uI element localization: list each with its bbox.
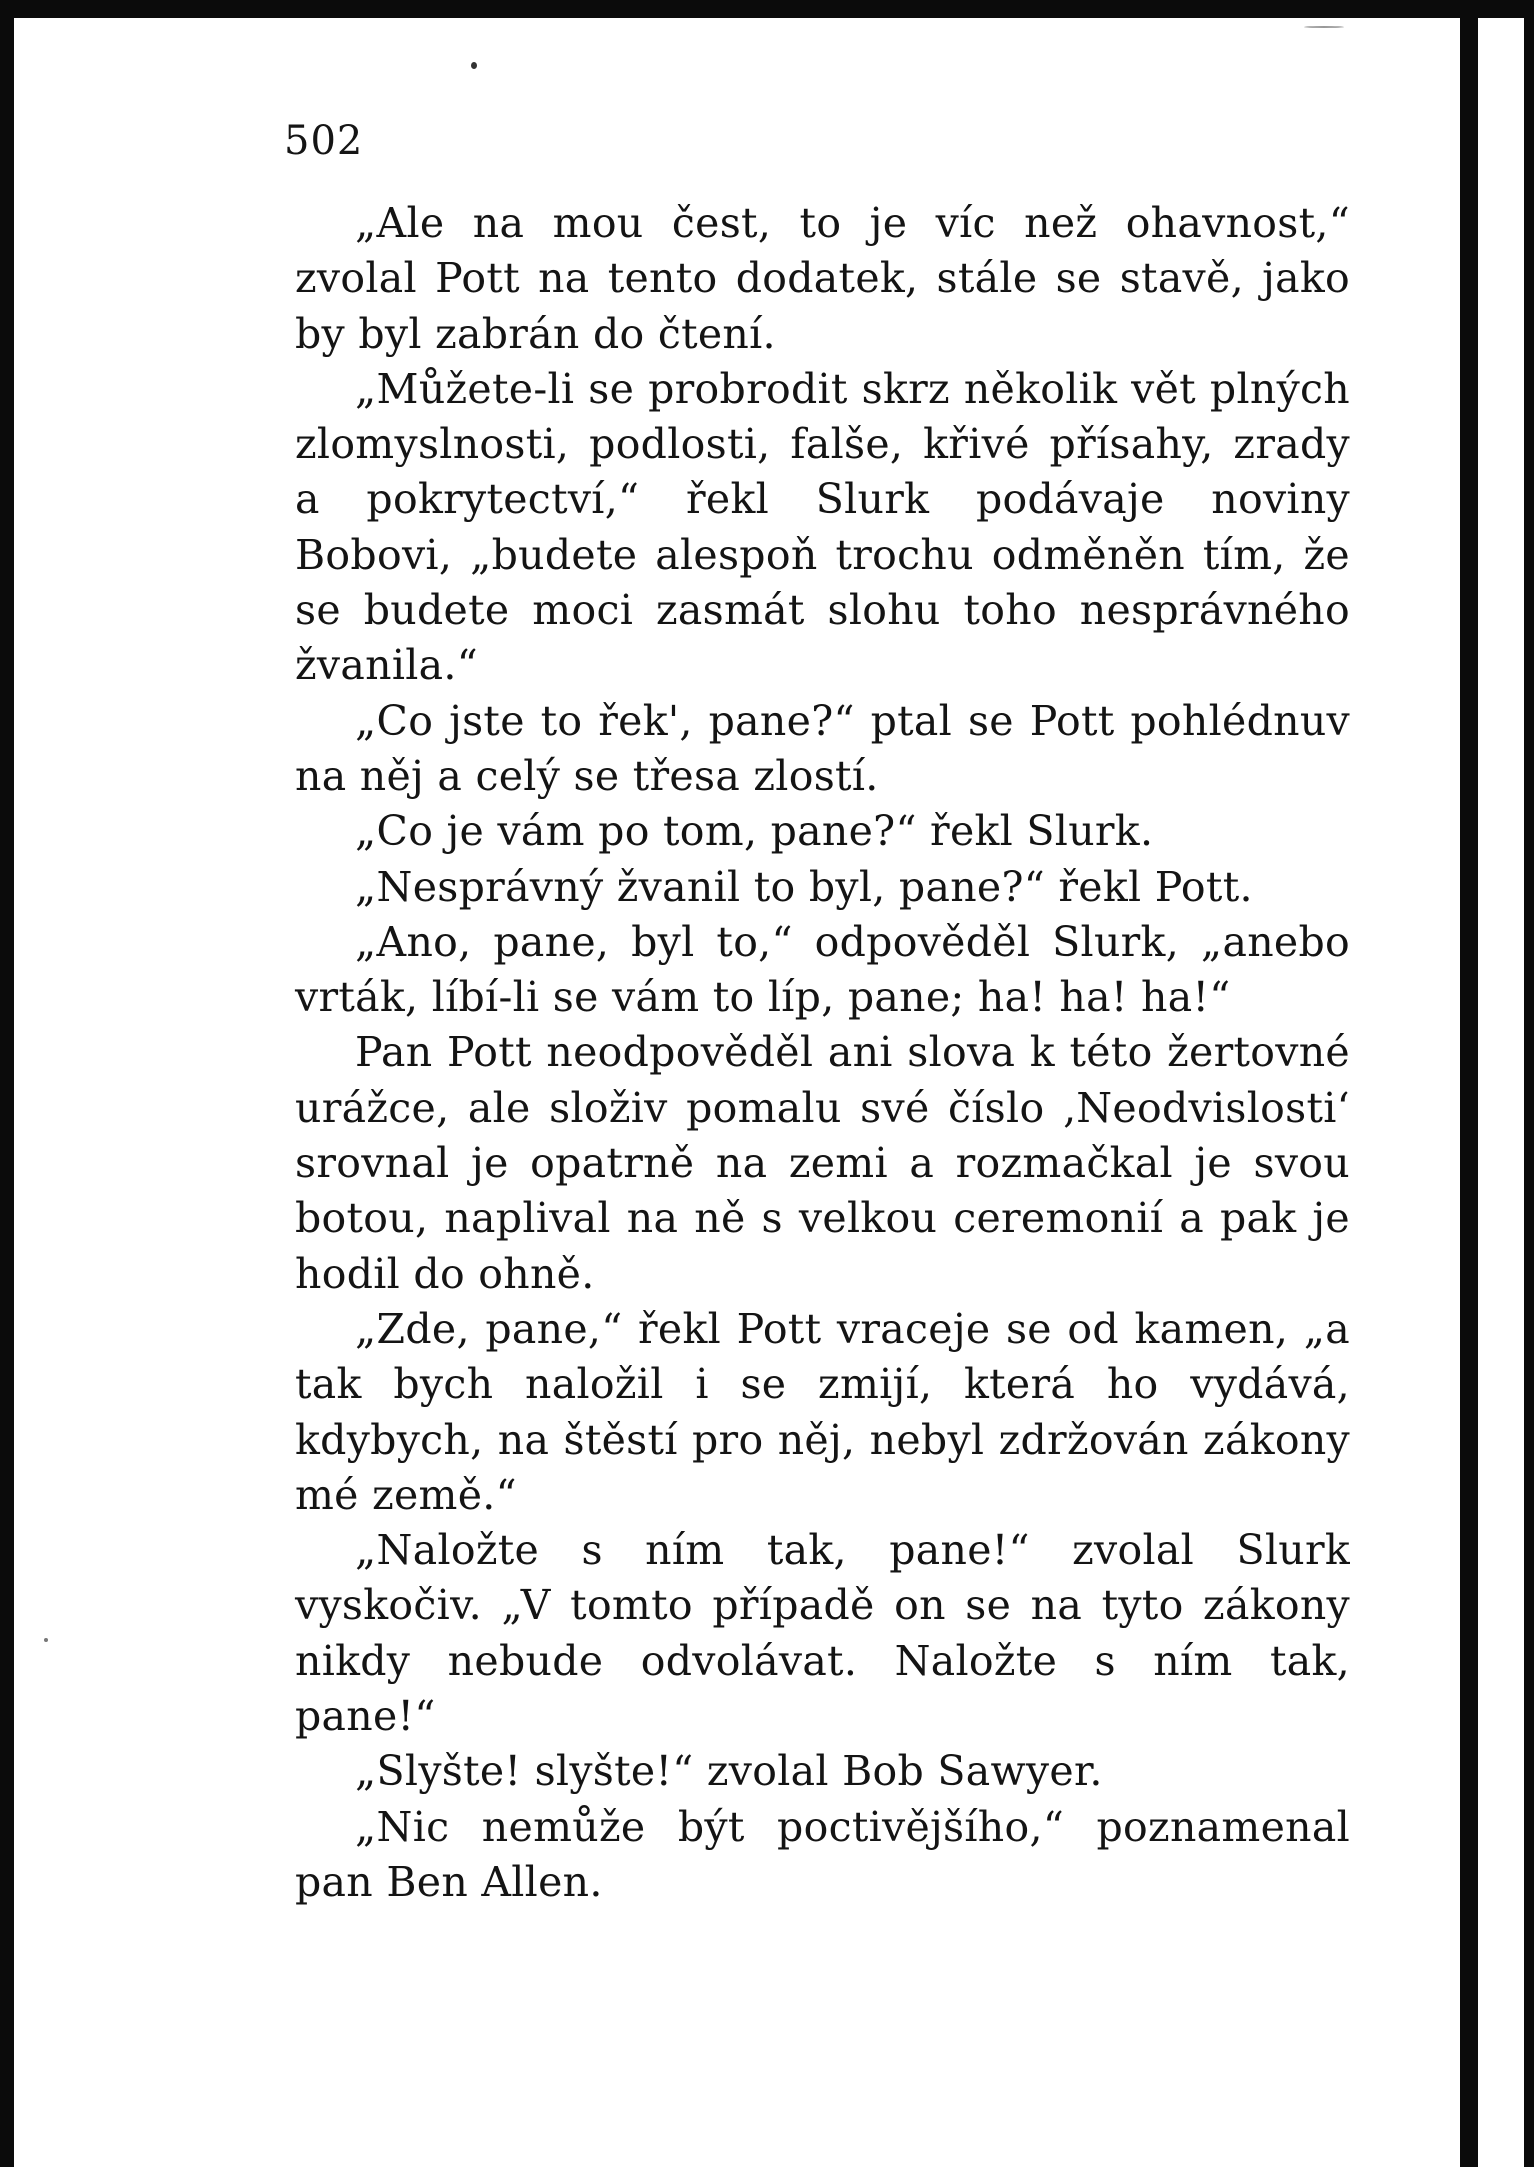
paragraph: „Můžete-li se probrodit skrz několik vět plných zlomyslnosti, podlosti, falše, křivé přísahy, zrady a pokrytectví,“ řekl Slurk podávaje noviny Bobovi, „budete alespoň trochu odměněn tím, že se budete moci zasmát slohu toho nesprávného žvanila.“ bbox=[295, 364, 1350, 690]
paragraph: „Ale na mou čest, to je víc než ohavnost,“ zvolal Pott na tento dodatek, stále se stavě, jako by byl zabrán do čtení. bbox=[295, 199, 1350, 358]
ink-speck bbox=[1304, 26, 1344, 28]
paragraph: „Nesprávný žvanil to byl, pane?“ řekl Pott. bbox=[355, 862, 1253, 911]
paragraph: Pan Pott neodpověděl ani slova k této žertovné urážce, ale složiv pomalu své číslo ‚Neodvislosti‘ srovnal je opatrně na zemi a rozmačkal je svou botou, naplival na ně s velkou ceremonií a pak je hodil do ohně. bbox=[295, 1028, 1350, 1298]
paragraph: „Co jste to řek', pane?“ ptal se Pott pohlédnuv na něj a celý se třesa zlostí. bbox=[295, 696, 1350, 800]
body-text bbox=[295, 196, 1350, 1910]
paragraph: „Ano, pane, byl to,“ odpověděl Slurk, „anebo vrták, líbí-li se vám to líp, pane; ha! ha! ha!“ bbox=[295, 917, 1350, 1022]
paragraph: „Zde, pane,“ řekl Pott vraceje se od kamen, „a tak bych naložil i se zmijí, která ho vydává, kdybych, na štěstí pro něj, nebyl zdržován zákony mé země.“ bbox=[295, 1304, 1350, 1519]
adjacent-page-edge bbox=[1478, 18, 1524, 2167]
paragraph: „Slyšte! slyšte!“ zvolal Bob Sawyer. bbox=[355, 1747, 1103, 1796]
page-number: 502 bbox=[284, 118, 364, 164]
paragraph: „Co je vám po tom, pane?“ řekl Slurk. bbox=[355, 807, 1154, 856]
ink-speck bbox=[471, 62, 477, 69]
ink-speck bbox=[44, 1638, 48, 1642]
paragraph: „Naložte s ním tak, pane!“ zvolal Slurk vyskočiv. „V tomto případě on se na tyto zákony nikdy nebude odvolávat. Naložte s ním tak, pane!“ bbox=[295, 1526, 1350, 1741]
paragraph: „Nic nemůže být poctivějšího,“ poznamenal pan Ben Allen. bbox=[295, 1802, 1350, 1906]
